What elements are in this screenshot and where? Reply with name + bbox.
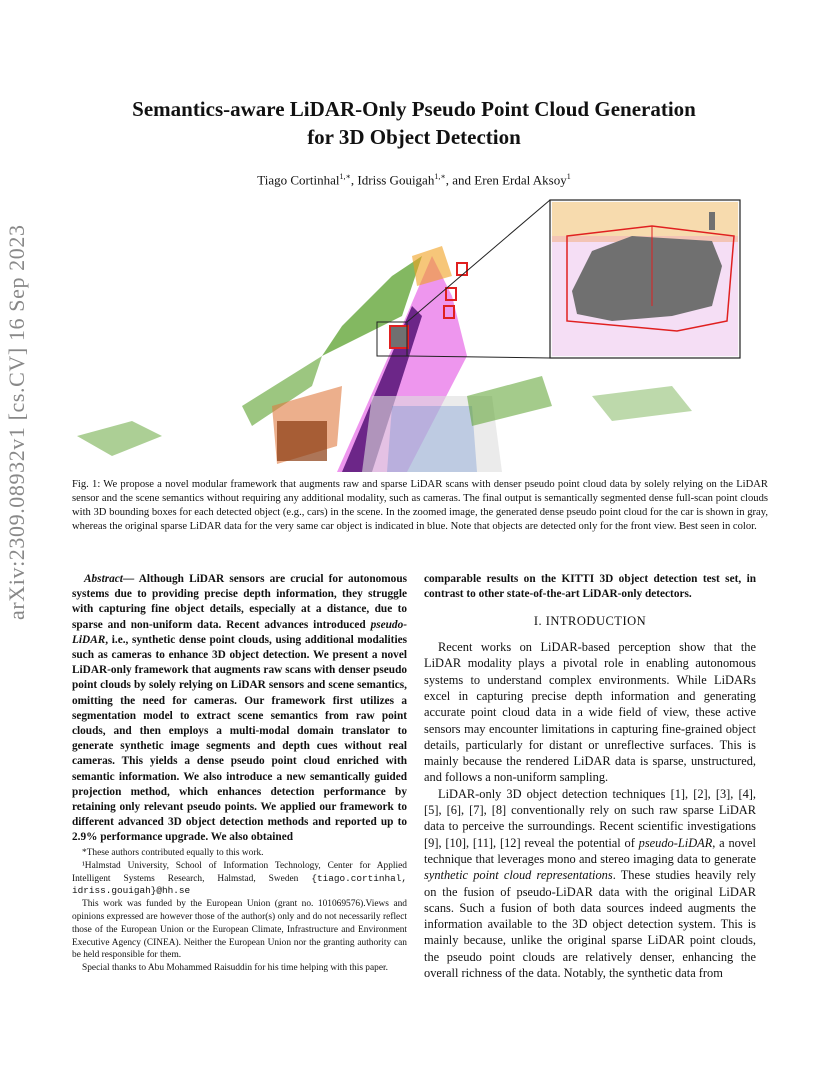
author-1-affiliation: 1,∗ — [339, 172, 351, 181]
footnote-affiliation — [72, 860, 407, 898]
footnote-thanks: Special thanks to Abu Mohammed Raisuddin for his time helping with this paper. — [82, 963, 388, 974]
abstract-pseudo-lidar: pseudo-LiDAR — [72, 618, 407, 646]
intro-p2-text-b: , a novel technique that leverages mono and stereo imaging data to generate — [424, 835, 756, 866]
figure-caption: Fig. 1: We propose a novel modular framework that augments raw and sparse LiDAR scans with denser pseudo point cloud data by solely relying on the LiDAR sensor and the scene semantics without requiring any additional modality, such as cameras. The final output is semantically segmented dense full-scan point clouds with 3D bounding boxes for each detected object (e.g., cars) in the scene. In the zoomed image, the generated dense pseudo point cloud for the car is shown in gray, whereas the original sparse LiDAR data for the very same car object is indicated in blue. Note that objects are detected only for the front view. Best seen in color. — [72, 479, 768, 532]
intro-p2-text-a: LiDAR-only 3D object detection techniques [1], [2], [3], [4], [5], [6], [7], [8] conventionally rely on such raw sparse LiDAR data to perceive the surroundings. Recent scientific investigations [9], [10], [11], [12] reveal the potential of — [424, 786, 756, 850]
building-far — [412, 246, 452, 286]
author-3-affiliation: 1 — [566, 172, 571, 181]
author-2-affiliation: 1,∗ — [434, 172, 446, 181]
author-3: and Eren Erdal Aksoy — [452, 172, 567, 188]
intro-p2-synthetic: synthetic point cloud representations — [424, 868, 613, 883]
ego-rings — [387, 406, 477, 472]
section-heading-introduction: I. INTRODUCTION — [533, 614, 647, 629]
abstract-text-b: , i.e., synthetic dense point clouds, using additional modalities such as cameras to enhance 3D object detection. We present a novel LiDAR-only framework that augments raw scans with denser pseudo point clouds by solely relying on LiDAR sensors and scene semantics, omitting the need for cameras. Our framework first utilizes a segmentation model to extract scene semantics from raw point clouds, and then employs a multi-modal domain translator to generate synthetic image segments and depth cues without real cameras. This yields a dense pseudo point cloud enriched with semantic information. We also introduce a new semantically guided projection method, which enhances detection performance by retaining only relevant pseudo points. We applied our framework to different advanced 3D object detection methods and reported up to 2.9% performance upgrade. We also obtained — [72, 633, 407, 844]
abstract-label: Abstract — [84, 573, 123, 585]
right-column — [424, 572, 756, 981]
trunk-points — [277, 421, 327, 461]
paper-title — [60, 95, 768, 151]
intro-p2-text-c: . These studies heavily rely on the fusion of pseudo-LiDAR data with the original LiDAR scans. Such a fusion of both data sources indeed augments the information available to the 3D object detection system. This is mainly because, unlike the original sparse LiDAR point clouds, the pseudo point clouds are relatively denser, enhancing the overall richness of the data. Notably, the synthetic data from — [424, 868, 756, 981]
arxiv-identifier: arXiv:2309.08932v1 [cs.CV] 16 Sep 2023 — [4, 224, 29, 620]
lidar-scene-figure — [72, 196, 772, 474]
footnote-affiliation-text: ¹Halmstad University, School of Information Technology, Center for Applied Intelligent Systems Research, Halmstad, Sweden — [72, 860, 407, 884]
footnote-equal-contribution: *These authors contributed equally to this work. — [82, 848, 264, 858]
abstract-dash: — — [122, 573, 135, 585]
abstract — [72, 572, 407, 846]
footnotes — [72, 847, 407, 975]
footnote-email[interactable]: {tiago.cortinhal, idriss.gouigah}@hh.se — [72, 872, 407, 897]
zoomed-car-inset — [550, 200, 740, 358]
author-2: Idriss Gouigah — [357, 172, 435, 188]
intro-p2-pseudo-lidar: pseudo-LiDAR — [638, 835, 713, 850]
title-line-1: Semantics-aware LiDAR-Only Pseudo Point Cloud Generation — [132, 97, 696, 121]
vegetation-corner — [77, 421, 162, 456]
title-line-2: for 3D Object Detection — [307, 125, 521, 149]
inset-pole — [709, 212, 715, 230]
car-box-1 — [457, 263, 467, 275]
author-1: Tiago Cortinhal — [257, 172, 340, 188]
vegetation-right — [467, 376, 552, 426]
footnote-funding: This work was funded by the European Union (grant no. 101069576).Views and opinions expressed are however those of the author(s) only and do not necessarily reflect those of the European Union or the European Climate, Infrastructure and Environment Executive Agency (CINEA). Neither the European Union nor the granting authority can be held responsible for them. — [72, 899, 407, 961]
intro-paragraph-2 — [424, 786, 756, 982]
author-list: Tiago Cortinhal$^{1,∗}$, Idriss Gouigah$^{1,∗}$, and Eren Erdal Aksoy$^1$ — [257, 172, 571, 188]
car-box-zoomed — [390, 326, 408, 348]
intro-paragraph-1: Recent works on LiDAR-based perception show that the LiDAR modality plays a pivotal role in enabling autonomous systems to understand complex environments. While LiDARs excel in capturing precise depth information and generating accurate point cloud data in a wide field of view, these active sensors may encounter limitations in capturing fine-grained object details, particularly for distant or unreflective surfaces. This is mainly because the rendered LiDAR data is sparse, unstructured, and follows a non-uniform sampling. — [424, 640, 756, 785]
abstract-text-a: Although LiDAR sensors are crucial for autonomous systems due to providing precise depth information, they struggle with capturing fine object details, especially at a distance, due to sparse and non-uniform data. Recent advances introduced — [72, 573, 407, 631]
vegetation-far-right — [592, 386, 692, 421]
abstract-continued: comparable results on the KITTI 3D object detection test set, in contrast to other state-of-the-art LiDAR-only detectors. — [424, 573, 756, 601]
